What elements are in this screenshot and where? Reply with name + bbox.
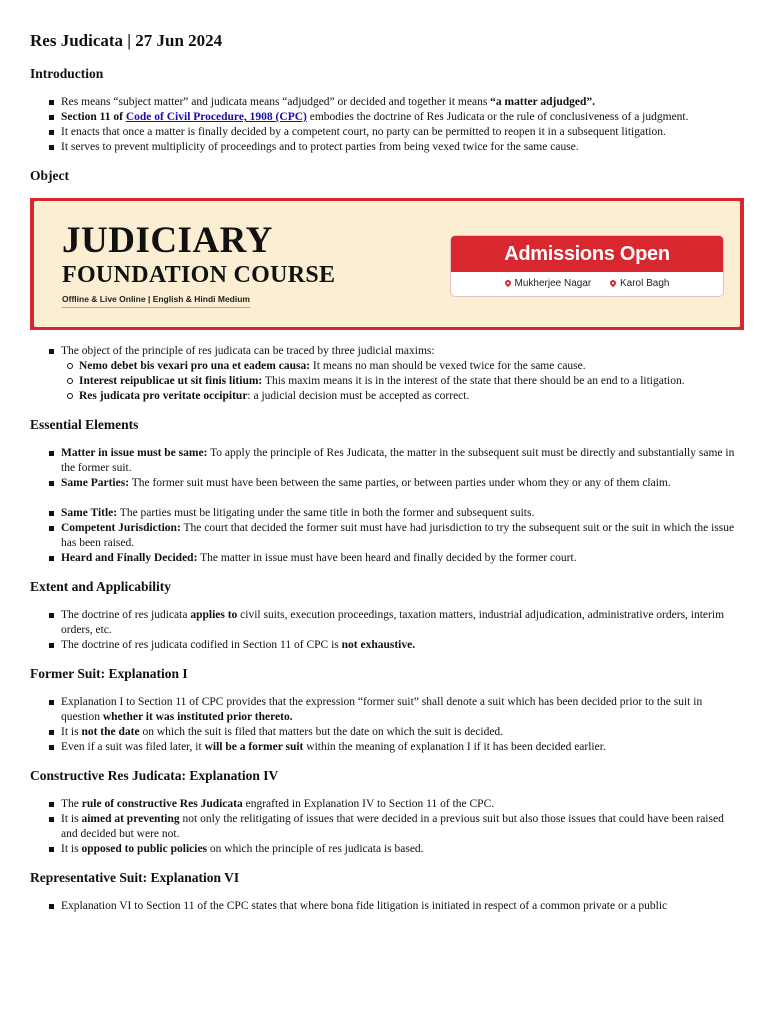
locations [451,272,723,296]
maxims-list [61,359,738,404]
banner-title-line1: JUDICIARY [62,220,273,261]
list-item: It is aimed at preventing not only the relitigating of issues that were decided in a previous suit but also those issues that could have been raised and decided but were not. [61,812,738,842]
object-heading: Object [30,168,69,183]
location-mukherjee-nagar: Mukherjee Nagar [514,278,592,289]
representative-list [30,899,738,914]
list-item: Matter in issue must be same: To apply the principle of Res Judicata, the matter in the subsequent suit must be directly and substantially same in the former suit. [61,446,738,476]
maxim-item: Interest reipublicae ut sit finis litium: This maxim means it is in the interest of the state that there should be an end to a litigation. [79,374,738,389]
location-karol-bagh: Karol Bagh [620,278,670,289]
maxim-item: Res judicata pro veritate occipitur: a judicial decision must be accepted as correct. [79,389,738,404]
introduction-list [30,95,738,155]
list-item: It serves to prevent multiplicity of proceedings and to protect parties from being vexed twice for the same cause. [61,140,738,155]
list-item: It enacts that once a matter is finally decided by a competent court, no party can be permitted to reopen it in a subsequent litigation. [61,125,738,140]
list-item: Same Parties: The former suit must have been between the same parties, or between parties under whom they or any of them claim. [61,476,738,491]
list-item: It is opposed to public policies on which the principle of res judicata is based. [61,842,738,857]
list-item: Heard and Finally Decided: The matter in issue must have been heard and finally decided by the former court. [61,551,738,566]
introduction-heading: Introduction [30,66,104,81]
former-suit-list [30,695,738,755]
extent-list [30,608,738,653]
maxim-item: Nemo debet bis vexari pro una et eadem causa: It means no man should be vexed twice for the same cause. [79,359,738,374]
list-item: Even if a suit was filed later, it will be a former suit within the meaning of explanation I if it has been decided earlier. [61,740,738,755]
representative-heading: Representative Suit: Explanation VI [30,870,240,885]
list-item: Res means “subject matter” and judicata means “adjudged” or decided and together it means “a matter adjudged”. [61,95,738,110]
location-pin-icon [503,279,511,287]
banner-inner [34,201,740,327]
constructive-heading: Constructive Res Judicata: Explanation IV [30,768,279,783]
list-item: Explanation VI to Section 11 of the CPC states that where bona fide litigation is initiated in respect of a common private or a public [61,899,738,914]
location-pin-icon [609,279,617,287]
banner-title-line2: FOUNDATION COURSE [62,262,336,288]
list-item: Section 11 of Code of Civil Procedure, 1908 (CPC) embodies the doctrine of Res Judicata or the rule of conclusiveness of a judgment. [61,110,738,125]
list-item: The object of the principle of res judicata can be traced by three judicial maxims: Nemo debet bis vexari pro una et eadem causa: It means no man should be vexed twice for the same cause. Interest reipublicae ut sit finis litium: This maxim means it is in the interest of the state that there should be an end to a litigation. Res judicata pro veritate occipitur: a judicial decision must be accepted as correct. [61,344,738,404]
list-item: The doctrine of res judicata applies to civil suits, execution proceedings, taxation matters, industrial adjudication, administrative orders, interim orders, etc. [61,608,738,638]
banner-subtitle: Offline & Live Online | English & Hindi Medium [62,293,250,308]
essential-elements-list [30,446,738,566]
former-suit-heading: Former Suit: Explanation I [30,666,188,681]
admissions-card[interactable] [450,235,724,297]
essential-elements-heading: Essential Elements [30,417,139,432]
object-list [30,344,738,404]
extent-heading: Extent and Applicability [30,579,172,594]
list-item: The doctrine of res judicata codified in Section 11 of CPC is not exhaustive. [61,638,738,653]
list-item: It is not the date on which the suit is filed that matters but the date on which the suit is decided. [61,725,738,740]
course-banner[interactable] [30,198,744,330]
list-item: The rule of constructive Res Judicata engrafted in Explanation IV to Section 11 of the CPC. [61,797,738,812]
page-title: Res Judicata | 27 Jun 2024 [30,31,223,50]
constructive-list [30,797,738,857]
admissions-open-label: Admissions Open [451,236,723,272]
list-item: Competent Jurisdiction: The court that decided the former suit must have had jurisdiction to try the subsequent suit or the suit in which the issue has been raised. [61,521,738,551]
list-item: Explanation I to Section 11 of CPC provides that the expression “former suit” shall denote a suit which has been decided prior to the suit in question whether it was instituted prior thereto. [61,695,738,725]
cpc-link[interactable]: Code of Civil Procedure, 1908 (CPC) [125,111,307,123]
list-item: Same Title: The parties must be litigating under the same title in both the former and subsequent suits. [61,506,738,521]
